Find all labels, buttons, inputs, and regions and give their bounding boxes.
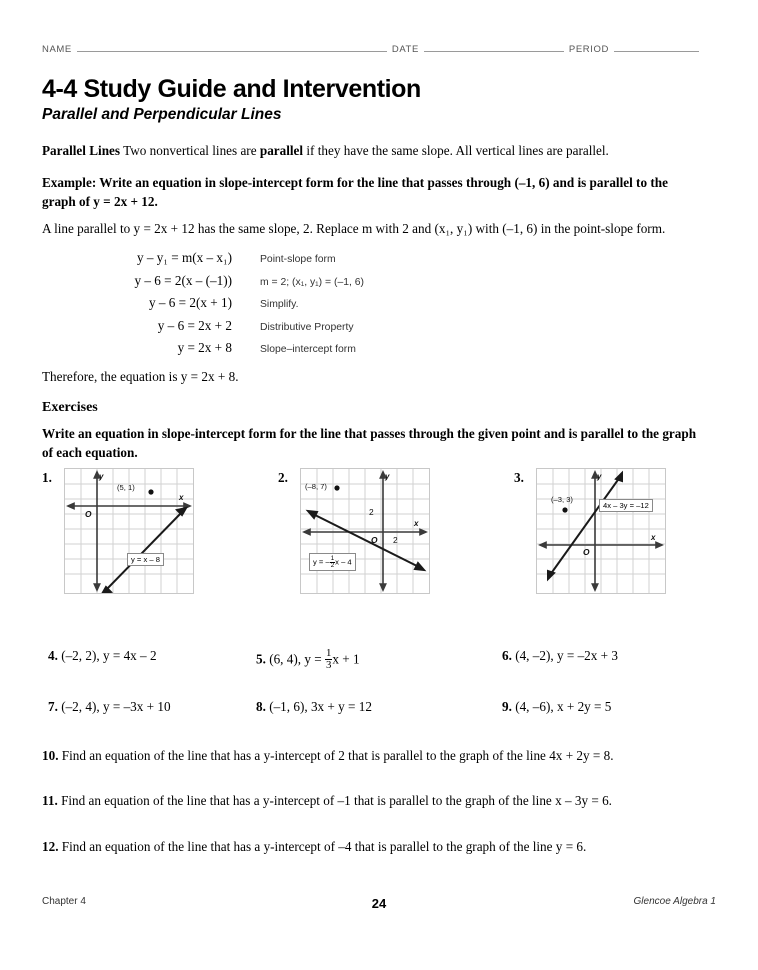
example-statement — [42, 173, 702, 211]
fraction-denominator: 2 — [330, 561, 335, 569]
exercise-7-text: (–2, 4), y = –3x + 10 — [57, 699, 171, 714]
graph-1-x-axis-label: x — [179, 493, 184, 502]
exercises-heading: Exercises — [42, 400, 98, 415]
graph-1-box — [64, 468, 194, 594]
derivation-row — [42, 273, 462, 296]
graph-2-origin-label: O — [371, 535, 378, 545]
graph-3-origin-label: O — [583, 547, 590, 557]
date-blank-line — [424, 42, 564, 52]
exercise-10-text: Find an equation of the line that has a y-intercept of 2 that is parallel to the graph of the line 4x + 2y = 8. — [58, 748, 614, 763]
graph-2-line-label — [309, 553, 356, 571]
exercise-12-text: Find an equation of the line that has a y-intercept of –4 that is parallel to the graph of the line y = 6. — [58, 839, 587, 854]
example-text: Write an equation in slope-intercept form for the line that passes through (–1, 6) and is parallel to the graph of y = 2x + 12. — [42, 175, 668, 210]
graph-3-x-axis-label: x — [651, 533, 656, 542]
exercise-5 — [256, 648, 360, 671]
exercise-9-number: 9. — [502, 699, 512, 714]
derivation-row — [42, 295, 462, 318]
derivation-equation: y – y₁ = m(x – x₁) — [136, 250, 232, 265]
exercise-10 — [42, 748, 722, 764]
graph-2-line-label-prefix: y = – — [313, 557, 330, 567]
exercise-10-number: 10. — [42, 748, 59, 763]
parallel-lines-heading: Parallel Lines — [42, 143, 121, 158]
lead-text-before: Two nonvertical lines are — [120, 143, 260, 158]
exercise-8 — [256, 699, 372, 715]
derivation-reason: Simplify. — [260, 299, 299, 310]
exercise-7 — [48, 699, 171, 715]
derivation-row — [42, 250, 462, 273]
derivation-equation: y = 2x + 8 — [177, 340, 232, 355]
graph-3-line-label: 4x – 3y = –12 — [599, 499, 653, 512]
exercise-7-number: 7. — [48, 699, 58, 714]
graph-2-box — [300, 468, 430, 594]
graph-3-point-label: (–3, 3) — [551, 495, 573, 504]
fraction-numerator: 1 — [330, 554, 335, 562]
graph-2-point-label: (–8, 7) — [305, 482, 327, 491]
parallel-lines-definition — [42, 141, 714, 160]
graph-1-y-axis-label: y — [99, 472, 104, 481]
derivation-equation: y – 6 = 2x + 2 — [157, 317, 232, 333]
exercise-4-text: (–2, 2), y = 4x – 2 — [57, 648, 157, 663]
exercise-6-number: 6. — [502, 648, 512, 663]
page-title: 4-4 Study Guide and Intervention — [42, 75, 421, 103]
graph-3-box — [536, 468, 666, 594]
graph-2-y-axis-label: y — [385, 472, 390, 481]
date-label: DATE — [391, 44, 419, 55]
footer-chapter: Chapter 4 — [42, 896, 86, 907]
exercise-12-number: 12. — [42, 839, 59, 854]
page-subtitle: Parallel and Perpendicular Lines — [42, 106, 282, 123]
exercise-6-text: (4, –2), y = –2x + 3 — [511, 648, 618, 663]
replace-instruction: A line parallel to y = 2x + 12 has the same slope, 2. Replace m with 2 and (x₁, y₁) with (–1, 6) in the point-slope form. — [42, 221, 666, 236]
period-blank-line — [614, 42, 699, 52]
graph-2-x-axis-label: x — [414, 519, 419, 528]
exercise-8-number: 8. — [256, 699, 266, 714]
footer-book-title: Glencoe Algebra 1 — [633, 896, 716, 907]
graph-3-y-axis-label: y — [597, 472, 602, 481]
fraction-numerator: 1 — [325, 647, 332, 659]
derivation-reason: Slope–intercept form — [260, 344, 356, 355]
graph-3-number: 3. — [514, 470, 524, 485]
therefore-statement: Therefore, the equation is y = 2x + 8. — [42, 369, 239, 384]
name-blank-line — [77, 42, 387, 52]
graph-2-x-tick-label: 2 — [393, 535, 398, 545]
graph-2-line-label-suffix: x – 4 — [335, 557, 352, 567]
derivation-reason: Distributive Property — [260, 321, 354, 333]
graph-2-number: 2. — [278, 470, 288, 485]
derivation-equation: y – 6 = 2(x – (–1)) — [134, 272, 232, 288]
exercise-12 — [42, 839, 722, 855]
period-label: PERIOD — [568, 44, 609, 55]
footer-page-number: 24 — [371, 896, 387, 911]
exercise-5-prefix: (6, 4), y = — [265, 651, 325, 667]
exercise-9 — [502, 699, 611, 715]
lead-text-after: if they have the same slope. All vertical lines are parallel. — [303, 143, 609, 158]
exercise-9-text: (4, –6), x + 2y = 5 — [511, 699, 612, 714]
example-label: Example: — [42, 175, 97, 190]
graph-3-plot — [537, 469, 665, 593]
exercise-6 — [502, 648, 618, 664]
exercise-5-number: 5. — [256, 651, 266, 667]
derivation-equation: y – 6 = 2(x + 1) — [148, 295, 232, 310]
graph-1-line-label: y = x – 8 — [127, 553, 164, 566]
exercise-11-number: 11. — [42, 793, 58, 808]
graph-2-y-tick-label: 2 — [369, 507, 374, 517]
exercise-5-suffix: x + 1 — [332, 651, 360, 667]
name-label: NAME — [42, 44, 72, 55]
exercise-11 — [42, 793, 722, 809]
lead-bold-word: parallel — [259, 143, 304, 158]
derivation-table — [42, 250, 462, 363]
exercise-4-number: 4. — [48, 648, 58, 663]
graph-1-origin-label: O — [85, 509, 92, 519]
student-info-header — [42, 42, 714, 55]
exercise-8-text: (–1, 6), 3x + y = 12 — [265, 699, 372, 714]
graph-1-point-label: (5, 1) — [117, 483, 135, 492]
exercise-11-text: Find an equation of the line that has a y-intercept of –1 that is parallel to the graph of the line x – 3y = 6. — [57, 793, 612, 808]
graph-1-number: 1. — [42, 470, 52, 485]
graphs-row — [42, 468, 718, 598]
exercises-instructions: Write an equation in slope-intercept form for the line that passes through the given point and is parallel to the graph of each equation. — [42, 426, 697, 461]
derivation-row — [42, 318, 462, 341]
derivation-reason: m = 2; (x₁, y₁) = (–1, 6) — [260, 276, 365, 288]
exercise-4 — [48, 648, 157, 664]
derivation-row — [42, 340, 462, 363]
derivation-reason: Point-slope form — [260, 254, 336, 265]
fraction-denominator: 3 — [325, 658, 332, 671]
